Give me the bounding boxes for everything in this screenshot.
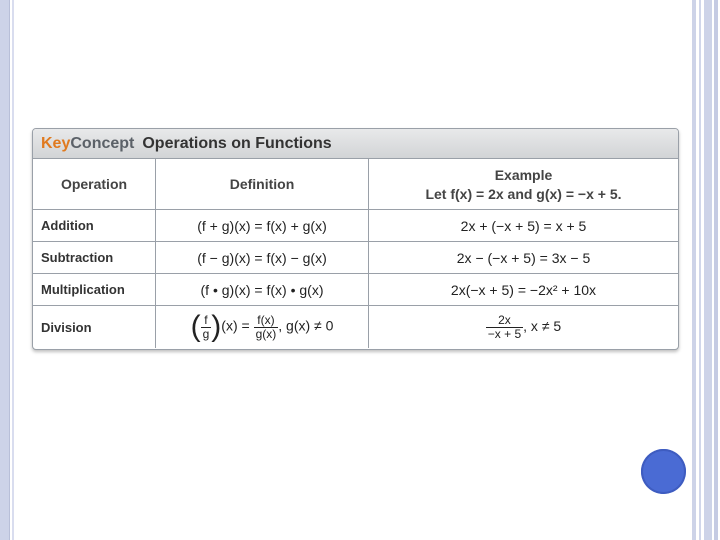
table-row <box>33 210 678 242</box>
key-label: Key <box>41 134 71 152</box>
header-example-line2: Let f(x) = 2x and g(x) = −x + 5. <box>425 185 622 202</box>
operations-table <box>33 159 678 348</box>
definition-tail: , g(x) ≠ 0 <box>278 317 334 334</box>
key-concept-title: Operations on Functions <box>142 134 332 152</box>
example-cell: 2x + (−x + 5) = x + 5 <box>369 210 679 242</box>
header-example <box>369 159 679 210</box>
table-row <box>33 306 678 349</box>
operation-cell: Division <box>33 306 156 349</box>
definition-mid: (x) = <box>221 317 250 334</box>
example-cell: 2x(−x + 5) = −2x² + 10x <box>369 274 679 306</box>
operation-cell: Addition <box>33 210 156 242</box>
table-header-row <box>33 159 678 210</box>
concept-label: Concept <box>70 134 135 152</box>
fraction-f-over-g: $\frac{f}{g}$ <box>202 312 210 341</box>
table-row <box>33 242 678 274</box>
fraction-fx-over-gx: $\frac{f(x)}{g(x)}$ <box>255 312 277 341</box>
table-row <box>33 274 678 306</box>
definition-cell: ( $\frac{f}{g}$ )(x) = $\frac{f(x)}{g(x)}$ , g(x) ≠ 0 <box>156 306 369 349</box>
slide-decoration-circle <box>641 449 686 494</box>
fraction-example: $\frac{2x}{-x + 5}$ <box>487 312 522 341</box>
header-operation: Operation <box>33 159 156 210</box>
example-cell: 2x − (−x + 5) = 3x − 5 <box>369 242 679 274</box>
operation-cell: Multiplication <box>33 274 156 306</box>
slide-frame-right <box>690 0 720 540</box>
definition-cell: (f − g)(x) = f(x) − g(x) <box>156 242 369 274</box>
key-concept-header <box>33 129 678 159</box>
definition-cell: (f • g)(x) = f(x) • g(x) <box>156 274 369 306</box>
definition-cell: (f + g)(x) = f(x) + g(x) <box>156 210 369 242</box>
slide-frame-left <box>0 0 10 540</box>
operation-cell: Subtraction <box>33 242 156 274</box>
header-definition: Definition <box>156 159 369 210</box>
example-tail: , x ≠ 5 <box>523 317 562 334</box>
slide-frame-left-inner <box>12 0 14 540</box>
key-concept-box <box>32 128 679 350</box>
example-cell <box>369 306 679 349</box>
header-example-line1: Example <box>494 166 553 183</box>
